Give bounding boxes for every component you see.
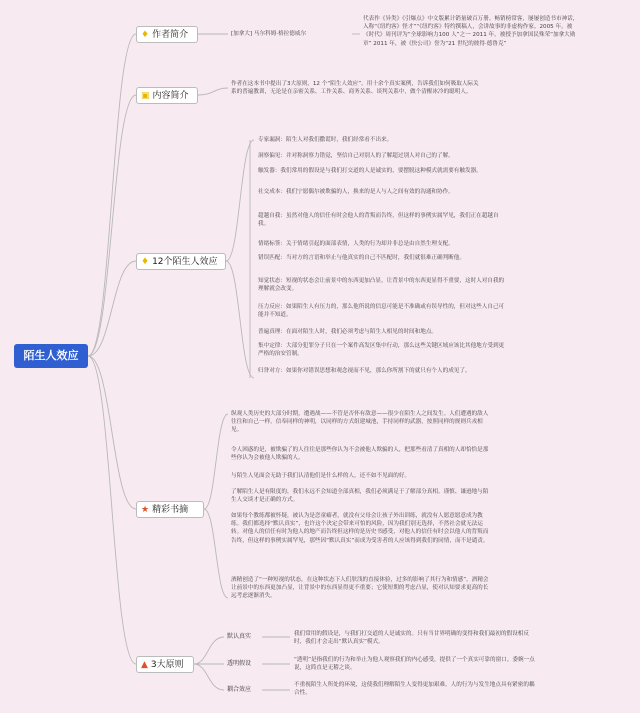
effect-item: 归咎对方：如果你对错误思想和观念视而不见，那么你所割下的就只有个人的成见了。: [258, 368, 471, 374]
effect-item: 普遍真理：在面对陌生人时，我们必须考虑与陌生人相见的时间和地点。: [258, 329, 438, 335]
effect-item: 社交成本：我们宁愿偶尔被欺骗的人，换来的是人与人之间有效的沟通和协作。: [258, 189, 454, 195]
principle-text: 不重视陌生人所处的环境，这使我们理解陌生人变得更加艰难。人的行为与发生地点具有紧密的耦合性。: [294, 682, 535, 697]
author-bio: 代表作《异类》《引爆点》中文版累计销量破百万册。畅销榜常客，屡屡创造书市神话，入称“《纽约客》怪才”“《纽约客》特约撰稿人，会讲故事的非虚构作家。2005 年，被《时代》周刊评为“全球影响力100 人”之一 2011 年，被授予加拿国民殊荣“加拿大勋章” 2011 年，被《快公司》誉为“21 世纪的彼得·德鲁克”: [363, 16, 579, 47]
root-topic[interactable]: 陌生人效应: [14, 344, 88, 368]
leaf-line: [194, 637, 224, 664]
tag-icon: ▲: [141, 660, 148, 670]
branch-label: 作者简介: [152, 30, 189, 40]
leaf-line: [204, 509, 228, 598]
effect-item: 情绪标签：关于情绪引起的面部表情，人类的行为却并非总是由自然生理支配。: [258, 241, 454, 247]
effect-item: 超越自我：虽然对他人的信任有时会他人的背叛而告终，但这样的事例实属罕见，我们正在超越自我。: [258, 213, 499, 228]
leaf-line: [198, 88, 228, 95]
branch-author[interactable]: [136, 26, 198, 43]
effect-item: 知觉状态：短视的状态会让前景中的东西更加凸显，让背景中的东西更显得不重要，这时人对自我的理解就会改变。: [258, 278, 505, 293]
excerpt-paragraph: 令人困惑的是，被欺骗了的人往往是那些你认为不会被他人欺骗的人，把那些看清了真相的人却恰恰是那些你认为会被他人欺骗的人。: [231, 447, 489, 462]
branch-excerpts[interactable]: [136, 501, 204, 518]
principle-text: “透明”是指我们的行为和举止为他人观察我们的内心感受，提供了一个真实可靠的窗口。委婉一点说，这简直是无稽之谈。: [294, 657, 535, 672]
root-branch-line: [88, 95, 136, 356]
root-branch-line: [88, 356, 136, 509]
principle-text: 我们常用的假设是，与我们打交道的人是诚实的。只有当甘界明确的变得和我们最初的假设相反时，我们才会走出“默认真实”模式。: [294, 631, 529, 646]
branch-effects[interactable]: [136, 253, 226, 270]
leaf-line: [194, 664, 224, 690]
effect-item: 专家漏洞：陌生人对我们撒谎时，我们经常看不出来。: [258, 137, 393, 143]
effect-item: 错误匹配：当对方的言语和举止与他真实的自己不匹配时，我们就很难正确判断他。: [258, 255, 465, 261]
summary-text: 作者在这本书中提出了3大原则，12 个“陌生人效应”。用十余个真实案例，告诉我们如何吸取人际关系的普遍教训，无论是在亲密关系、工作关系、商务关系、谈判关系中，做个清醒冰冷的聪明人。: [231, 81, 479, 96]
branch-principles[interactable]: [136, 656, 194, 673]
author-name: [加拿大] 马尔科姆·格拉德威尔: [231, 31, 307, 37]
star-icon: ★: [141, 505, 150, 515]
excerpt-paragraph: 如果每个教练都被怀疑，被认为是恋童癖者，就没有父母会让孩子外出训练，就没有人愿意愿意成为教练。我们都选择“默认真实”，也许这个决定会带来可怕的风险，因为我们别无选择，不然社会就无法运转。对他人的信任有时为他人的地产而告终但这样的是历史书感受，对他人的信任有时会以他人的背叛而告终，但这样的事例实属罕见，那些因“默认真实”而成为受害者的人应该得到我们的同情，而不是谴责。: [231, 513, 489, 544]
principle-name: 耦合效应: [227, 686, 252, 693]
effect-item: 洞察偏见：并对称洞察力错觉，坚信自己对别人的了解超过别人对自己的了解。: [258, 153, 454, 159]
root-branch-line: [88, 356, 136, 664]
branch-label: 3大原则: [150, 660, 184, 670]
principle-name: 透明假设: [227, 660, 252, 667]
effect-item: 触发器：我们常用的假设是与我们打交道的人是诚实的，要摆脱这种模式就需要有触发器。: [258, 168, 482, 174]
excerpt-paragraph: 纵观人类历史的大部分时期，遭遇战——不管是否怀有敌意——很少在陌生人之间发生。人们遭遇的敌人往往和自己一样，信奉同样的神明，以同样的方式组建城池，手持同样的武器，按照同样的规则兵戎相见。: [231, 411, 489, 434]
branch-label: 精彩书摘: [152, 505, 189, 515]
branch-summary[interactable]: [136, 87, 198, 104]
book-icon: ▣: [141, 91, 150, 101]
excerpt-paragraph: 酒精创造了“一种短视的状态，在这种状态下人们肤浅的直接体验，过多的影响了其行为和情感”。酒精会让前景中的东西更加凸显，让背景中的东西显得更不重要；它使短期的考虑凸显，使对认知要求更高的长远考虑逐渐消失。: [231, 577, 489, 600]
principle-name: 默认真实: [227, 633, 252, 640]
branch-label: 内容简介: [152, 91, 189, 101]
badge-icon: ♦: [141, 257, 150, 267]
leaf-line: [204, 414, 228, 509]
excerpt-paragraph: 了解陌生人是有限度的，我们永远不会知道全部真相，我们必须满足于了解部分真相。谨慎、谦逊地与陌生人交谈才是正确的方式。: [231, 489, 489, 504]
excerpt-paragraph: 与陌生人见面会无助于我们认清他们是什么样的人，还不如不见面的好。: [231, 473, 411, 479]
branch-label: 12个陌生人效应: [152, 257, 218, 267]
effect-item: 压力反应：如果陌生人有压力的，那么他所说的信息可能是不准确或有误导性的，但对这些人自己可能并不知道。: [258, 304, 505, 319]
root-branch-line: [88, 261, 136, 356]
effect-item: 集中定律：大部分犯罪分子只在一个案件高发区集中行动，那么这些关键区域应该比其他地方受到更严格的治安管制。: [258, 343, 505, 358]
badge-icon: ♦: [141, 30, 150, 40]
